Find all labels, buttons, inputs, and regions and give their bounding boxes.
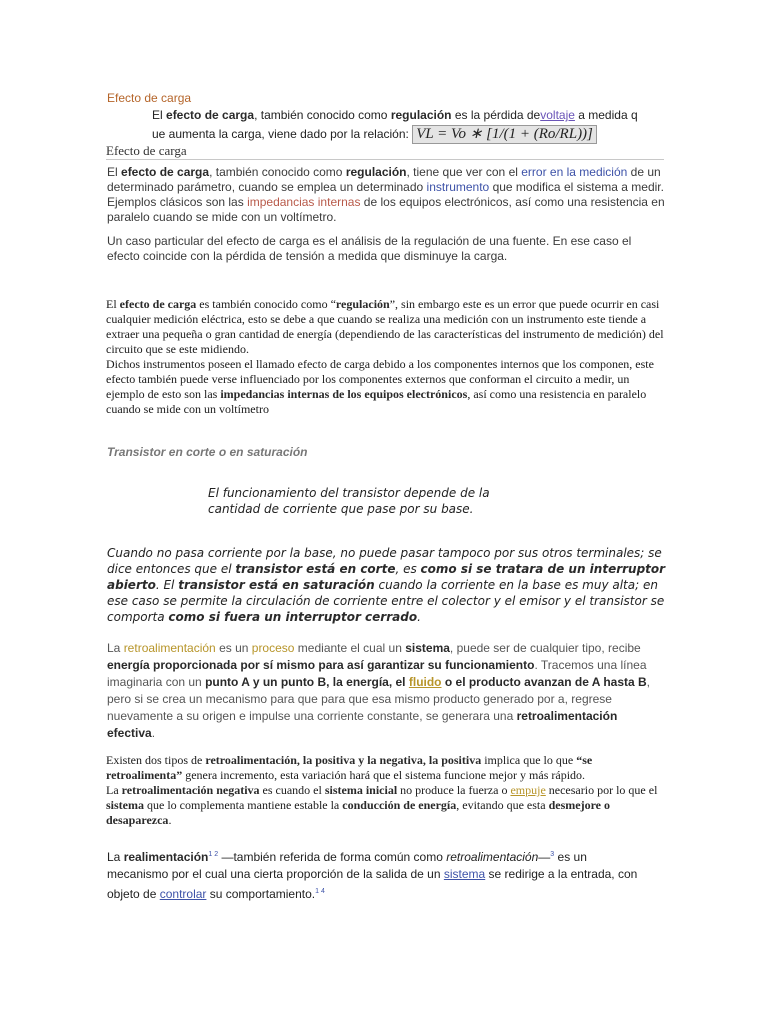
voltaje-link[interactable]: voltaje [540,108,575,122]
transistor-quote: El funcionamiento del transistor depende de la cantidad de corriente que pase por su base. [208,486,490,516]
section-7-paragraph: La realimentación$^{1 2}$ —también referida de forma común como retroalimentación—$^3$ es un mecanismo por el cual una cierta proporción de la salida de un sistema se redirige a la entrada, con objeto de controlar su comportamiento.$^{1 4}$ [107,850,638,901]
formula-box: VL = Vo ∗ [1/(1 + (Ro/RL))] [412,125,597,144]
ref-sup-3[interactable]: 1 4 [315,888,325,895]
section-title-2: Efecto de carga [106,143,187,158]
divider [106,159,664,160]
impedancias-link[interactable]: impedancias internas [247,195,361,209]
section-2-paragraph-1: El efecto de carga, también conocido como regulación, tiene que ver con el error en la medición de un determinado parámetro, cuando se emplea un determinado instrumento que modifica el sistema a medir. Ejemplos clásicos son las impedancias internas de los equipos electrónicos, así como una resistencia en paralelo cuando se mide con un voltímetro. [107,165,665,224]
section-title-1: Efecto de carga [107,91,192,105]
error-medicion-link[interactable]: error en la medición [521,165,628,179]
section-1-paragraph: El efecto de carga, también conocido como regulación es la pérdida devoltaje a medida q ue aumenta la carga, viene dado por la relación: VL = Vo ∗ [1/(1 + (Ro/RL))] [152,108,638,143]
retroalimentacion-link[interactable]: retroalimentación [123,641,216,655]
proceso-link[interactable]: proceso [251,641,295,655]
sistema-link[interactable]: sistema [443,867,486,881]
fluido-link[interactable]: fluido [408,675,442,689]
transistor-paragraph: Cuando no pasa corriente por la base, no puede pasar tampoco por sus otros terminales; se dice entonces que el transistor está en corte, es como si se tratara de un interruptor abierto. El transistor está en saturación cuando la corriente en la base es muy alta; en ese caso se permite la circulación de corriente entre el colector y el emisor y el transistor se comporta como si fuera un interruptor cerrado. [107,546,666,624]
ref-sup-2[interactable]: 3 [550,851,555,858]
section-3-paragraph: El efecto de carga es también conocido como “regulación”, sin embargo este es un error que puede ocurrir en casi cualquier medición eléctrica, esto se debe a que cuando se realiza una medición con un instrumento este tiende a extraer una pequeña o gran cantidad de energía (dependiendo de las características del instrumento de medición) del circuito que se este midiendo. Dichos instrumentos poseen el llamado efecto de carga debido a los componentes internos que los componen, este efecto también puede verse influenciado por los componentes externos que conforman el circuito a medir, un ejemplo de esto son las impedancias internas de los equipos electrónicos, así como una resistencia en paralelo cuando se mide con un voltímetro [106,297,664,416]
controlar-link[interactable]: controlar [159,887,207,901]
ref-sup-1[interactable]: 1 2 [208,851,219,858]
instrumento-link[interactable]: instrumento [426,180,490,194]
section-4-heading: Transistor en corte o en saturación [107,445,308,459]
section-2-paragraph-2: Un caso particular del efecto de carga es el análisis de la regulación de una fuente. En ese caso el efecto coincide con la pérdida de tensión a medida que disminuye la carga. [107,234,632,263]
section-6-paragraph: Existen dos tipos de retroalimentación, la positiva y la negativa, la positiva implica que lo que “se retroalimenta” genera incremento, esta variación hará que el sistema funcione mejor y más rápido. La retroalimentación negativa es cuando el sistema inicial no produce la fuerza o empuje necesario por lo que el sistema que lo complementa mantiene estable la conducción de energía, evitando que esta desmejore o desaparezca. [106,753,658,827]
section-5-paragraph: La retroalimentación es un proceso mediante el cual un sistema, puede ser de cualquier tipo, recibe energía proporcionada por sí mismo para así garantizar su funcionamiento. Tracemos una línea imaginaria con un punto A y un punto B, la energía, el fluido o el producto avanzan de A hasta B, pero si se crea un mecanismo para que para que esa mismo producto generado por a, regrese nuevamente a su origen e impulse una corriente constante, se generara una retroalimentación efectiva. [107,641,651,740]
empuje-link[interactable]: empuje [510,783,546,797]
